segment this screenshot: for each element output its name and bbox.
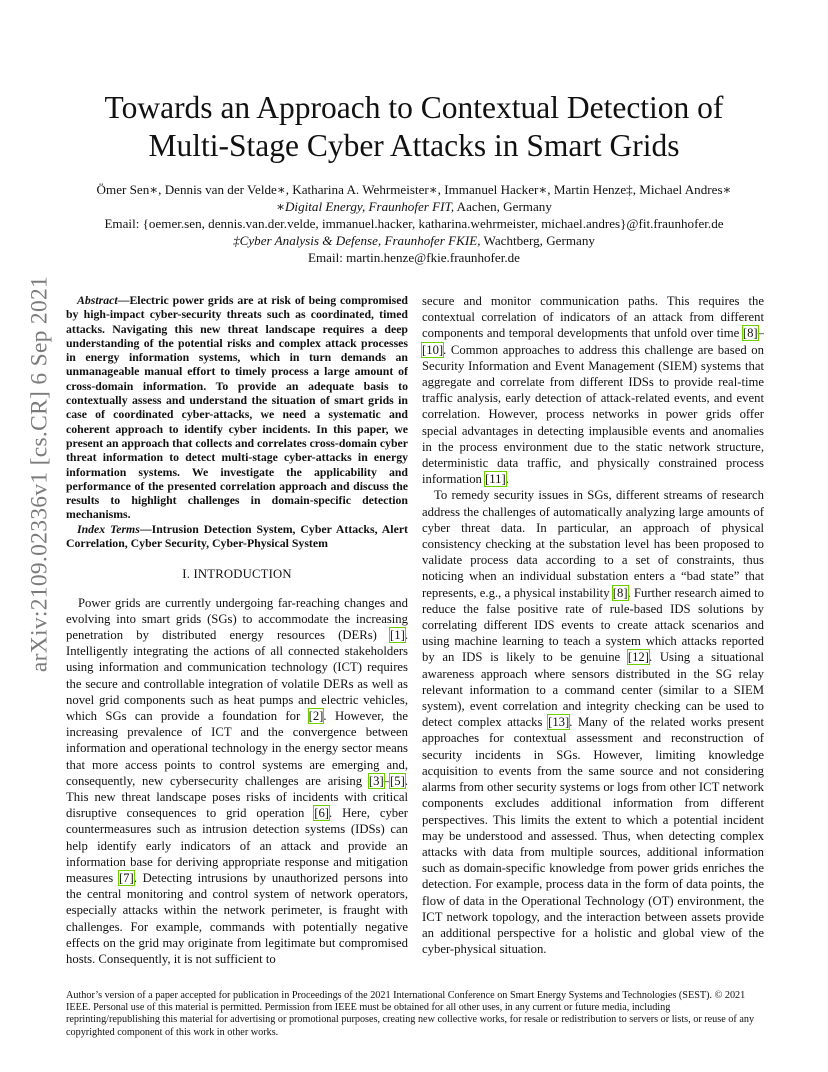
copyright-footnote: Author’s version of a paper accepted for publication in Proceedings of the 2021 International Conference on Smart Energy Systems and Technologies (SEST). © 2021 IEEE. Personal use of this material is permitted. Permission from IEEE must be obtained for all other uses, in any current or future media, including reprinting/republishing this material for advertising or promotional purposes, creating new collective works, for resale or redistribution to servers or lists, or reuse of any copyrighted component of this work in other works. <box>66 990 755 1038</box>
text-run: Power grids are currently undergoing far-reaching changes and evolving into smart grids (SGs) to accommodate the increasing penetration by distributed energy resources (DERs) <box>66 595 408 642</box>
index-terms <box>66 522 408 551</box>
text-run: – <box>757 326 764 341</box>
citation-link[interactable]: [12] <box>627 650 649 665</box>
text-run: . <box>505 472 509 487</box>
affiliation-fit-place: Aachen, Germany <box>454 199 552 214</box>
email-fkie: Email: martin.henze@fkie.fraunhofer.de <box>307 250 520 265</box>
text-run: . Using a situational awareness approach where sensors distributed in the SG relay relevant information to a command center (similar to a SIEM system), event correlation and integrity checking can be used to detect complex attacks <box>422 650 764 730</box>
affiliation-fkie-name: ‡Cyber Analysis & Defense, Fraunhofer FKIE, <box>233 233 481 248</box>
text-run: . Many of the related works present approaches for contextual assessment and reconstruction of security incidents in SGs. However, limiting knowledge acquisition to events from the same source and not considering alarms from other security systems or logs from other ICT network components excludes additional information from different perspectives. This limits the extent to which a potential incident may be understood and assessed. Thus, when detecting complex attacks with data from multiple sources, additional information such as domain-specific knowledge from power grids enriches the detection. For example, process data in the form of data points, the flow of data in the Operational Technology (OT) environment, the ICT network topology, and the interaction between assets provide an additional perspective for a holistic and global view of the cyber-physical situation. <box>422 715 764 957</box>
section-heading-introduction <box>66 566 408 582</box>
citation-link[interactable]: [2] <box>308 708 324 723</box>
section-name: NTRODUCTION <box>197 567 292 582</box>
citation-link[interactable]: [6] <box>314 806 330 821</box>
affiliation-fit-name: ∗Digital Energy, Fraunhofer FIT, <box>276 199 455 214</box>
abstract-text: —Electric power grids are at risk of being compromised by high-impact cyber-security threats such as coordinated, timed attacks. Navigating this new threat landscape requires a deep understanding of the potential risks and complex attack processes in energy information systems, which in turn demands an unmanageable manual effort to timely process a large amount of cross-domain information. To provide an adequate basis to contextually assess and understand the situation of smart grids in case of coordinated cyber-attacks, we need a systematic and coherent approach to identify cyber incidents. In this paper, we present an approach that collects and correlates cross-domain cyber threat information to detect multi-stage cyber-attacks in energy information systems. We investigate the applicability and performance of the presented correlation approach and discuss the results to highlight challenges in domain-specific detection mechanisms. <box>66 293 408 522</box>
citation-link[interactable]: [5] <box>390 773 405 788</box>
text-run: . Common approaches to address this challenge are based on Security Information and Event Management (SIEM) systems that aggregate and correlate from different IDSs to provide real-time traffic analysis, early detection of attack-related events, and event correlation. However, process networks in power grids offer special advantages in detecting implausible events and anomalies in the process environment due to the static network structure, deterministic data traffic, and physically constrained process information <box>422 342 764 487</box>
text-run: . Intelligently integrating the actions of all connected stakeholders using information and communication technology (ICT) requires the secure and controllable integration of volatile DERs as well as novel grid components such as heat pumps and electric vehicles, which SGs can provide a foundation for <box>66 627 408 723</box>
text-run: – <box>383 773 391 788</box>
text-run: . Detecting intrusions by unauthorized persons into the central monitoring and control system of network operators, especially attacks within the network perimeter, is fraught with challenges. For example, commands with potentially negative effects on the grid may originate from legitimate but compromised hosts. Consequently, it is not sufficient to <box>66 871 408 967</box>
title-line-2: Multi-Stage Cyber Attacks in Smart Grids <box>148 128 680 164</box>
right-column <box>422 293 764 957</box>
abstract <box>66 293 408 522</box>
email-fit: Email: {oemer.sen, dennis.van.der.velde, immanuel.hacker, katharina.wehrmeister, michael.andres}@fit.fraunhofer.de <box>104 216 724 231</box>
text-run: . This new threat landscape poses risks of incidents with critical disruptive consequences to grid operation <box>66 773 408 821</box>
citation-link[interactable]: [10] <box>422 342 444 357</box>
text-run: To remedy security issues in SGs, different streams of research address the challenges of automatically analyzing large amounts of cyber threat data. In particular, an approach of physical consistency checking at the substation level has been proposed to validate process data according to a set of constraints, thus noticing when an individual substation enters a “bad state” that represents, e.g., a physical instability <box>422 488 764 600</box>
abstract-label: Abstract <box>77 293 118 307</box>
citation-link[interactable]: [13] <box>548 715 570 730</box>
intro-paragraph-1-continued <box>422 293 764 487</box>
text-run: . Here, cyber countermeasures such as intrusion detection systems (IDSs) can help identify early indicators of an attack and provide an information base for deriving appropriate response and mitigation measures <box>66 806 409 885</box>
paper-title <box>0 89 828 165</box>
index-terms-text: —Intrusion Detection System, Cyber Attacks, Alert Correlation, Cyber Security, Cyber-Physical System <box>66 521 408 551</box>
affiliation-fkie <box>0 232 828 249</box>
citation-link[interactable]: [8] <box>612 585 628 600</box>
affiliation-fkie-place: Wachtberg, Germany <box>480 233 595 248</box>
citation-link[interactable]: [1] <box>390 627 405 642</box>
intro-paragraph-1 <box>66 595 408 968</box>
citation-link[interactable]: [3] <box>368 773 384 788</box>
intro-paragraph-2 <box>422 487 764 957</box>
index-terms-label: Index Terms <box>77 521 140 536</box>
author-list: Ömer Sen∗, Dennis van der Velde∗, Katharina A. Wehrmeister∗, Immanuel Hacker∗, Martin Henze‡, Michael Andres∗ <box>96 182 732 197</box>
arxiv-id-text: arXiv:2109.02336v1 [cs.CR] 6 Sep 2021 <box>26 275 53 673</box>
citation-link[interactable]: [11] <box>485 472 506 487</box>
left-column <box>66 293 408 967</box>
citation-link[interactable]: [7] <box>118 871 134 885</box>
text-run: secure and monitor communication paths. This requires the contextual correlation of indicators of an attack from different components and temporal developments that unfold over time <box>422 294 764 341</box>
title-line-1: Towards an Approach to Contextual Detection of <box>104 90 724 126</box>
citation-link[interactable]: [8] <box>742 326 758 341</box>
section-numeral: I. I <box>182 567 198 582</box>
text-run: . Further research aimed to reduce the false positive rate of rule-based IDS solutions by correlating different IDS events to create attack scenarios and using machine learning to teach a system which attacks reported by an IDS is likely to be genuine <box>422 585 764 665</box>
affiliation-fit <box>0 198 828 215</box>
text-run: . However, the increasing prevalence of ICT and the convergence between information and operational technology in the energy sector means that more access points to control systems are emerging and, consequently, new cybersecurity challenges are arising <box>66 708 408 788</box>
